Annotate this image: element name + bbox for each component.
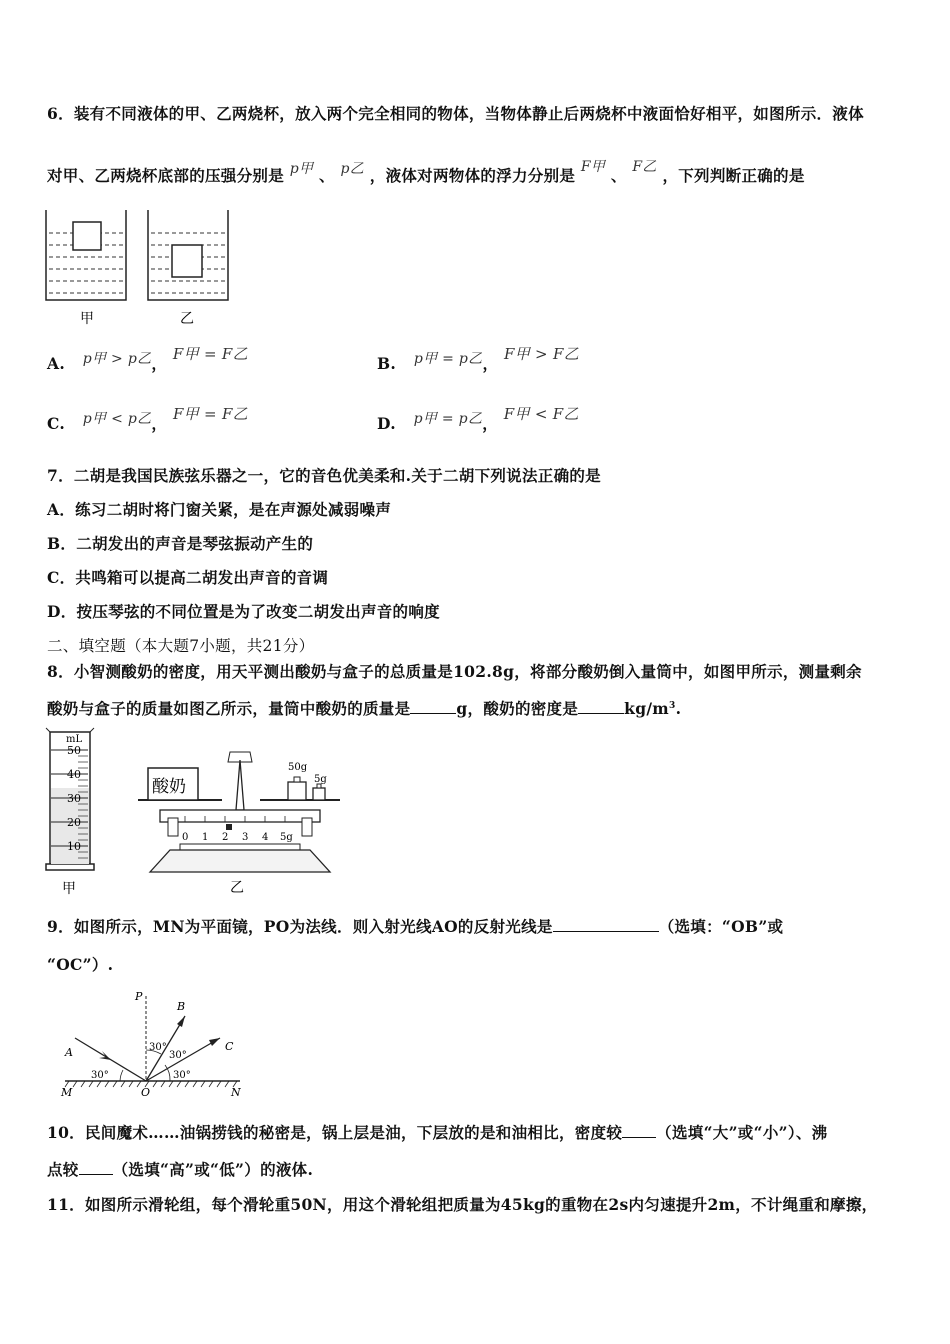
q6-option-a (47, 345, 248, 374)
q9-line2: “OC”）. (47, 955, 114, 974)
mirror-reflection-figure (55, 988, 255, 1103)
q11-line1: 11．如图所示滑轮组，每个滑轮重50N，用这个滑轮组把质量为45kg的重物在2s内匀速提升2m，不计绳重和摩擦， (47, 1195, 878, 1214)
beaker-jia (46, 210, 126, 300)
cylinder-tick-label: 20 (67, 816, 81, 829)
beakers-figure (40, 205, 240, 330)
superscript: 3 (669, 700, 676, 711)
q7-option-b: B．二胡发出的声音是琴弦振动产生的 (47, 534, 314, 553)
fig-label-jia: 甲 (62, 881, 76, 897)
label-m: M (61, 1086, 73, 1099)
q8-text-b: g，酸奶的密度是 (456, 699, 579, 718)
option-pressure: p甲 < p乙 (82, 411, 152, 427)
option-pressure: p甲 = p乙 (413, 411, 483, 427)
yogurt-box-label: 酸奶 (152, 777, 186, 797)
comma: ， (151, 354, 168, 373)
graduated-cylinder-figure (40, 726, 110, 898)
scale-tick-label: 5g (280, 832, 293, 843)
option-letter: D. (377, 414, 396, 433)
q6-option-c (47, 405, 248, 434)
comma: ， (482, 354, 499, 373)
answer-blank[interactable] (553, 917, 659, 932)
option-pressure: p甲 > p乙 (82, 351, 152, 367)
label-c: C (225, 1040, 234, 1053)
fig-label-jia: 甲 (80, 311, 94, 327)
separator: 、 (318, 166, 335, 185)
comma: ， (151, 414, 168, 433)
q10-line1 (47, 1121, 828, 1143)
q8-line2 (47, 697, 681, 719)
scale-tick-label: 1 (202, 832, 209, 843)
label-p: P (135, 990, 143, 1003)
q7-option-d: D．按压琴弦的不同位置是为了改变二胡发出声音的响度 (47, 602, 440, 621)
answer-blank[interactable] (410, 699, 456, 714)
q7-stem: 7．二胡是我国民族弦乐器之一，它的音色优美柔和.关于二胡下列说法正确的是 (47, 466, 601, 485)
angle-label: 30° (91, 1070, 109, 1081)
scale-tick-label: 4 (262, 832, 269, 843)
q10-text-c: 点较 (47, 1160, 79, 1179)
option-force: F甲 > F乙 (503, 345, 580, 363)
cylinder-tick-label: 40 (67, 768, 81, 781)
q7-option-c: C．共鸣箱可以提高二胡发出声音的音调 (47, 568, 329, 587)
scale-tick-label: 2 (222, 832, 229, 843)
q9-line1 (47, 915, 783, 937)
q10-text-b: （选填“大”或“小”）、沸 (656, 1123, 828, 1142)
q6-line2-text-b: ，液体对两物体的浮力分别是 (369, 166, 576, 185)
fig-label-yi: 乙 (230, 880, 244, 896)
q7-option-a: A．练习二胡时将门窗关紧，是在声源处减弱噪声 (47, 500, 392, 519)
balance-pointer (236, 760, 244, 810)
option-pressure: p甲 = p乙 (413, 351, 483, 367)
option-force: F甲 = F乙 (172, 345, 248, 363)
scale-tick-label: 0 (182, 832, 189, 843)
q8-text-d: . (675, 699, 682, 718)
beaker-yi (148, 210, 228, 300)
weight-label: 5g (314, 774, 327, 785)
weight-50g (288, 782, 306, 800)
option-letter: C. (47, 414, 66, 433)
weight-5g (313, 788, 325, 800)
q10-text-d: （选填“高”或“低”）的液体. (112, 1160, 314, 1179)
q6-option-b (377, 345, 580, 374)
option-letter: B. (377, 354, 397, 373)
section-heading: 二、填空题（本大题7小题，共21分） (47, 637, 315, 655)
q8-text-a: 酸奶与盒子的质量如图乙所示，量筒中酸奶的质量是 (47, 699, 411, 718)
q9-text-b: （选填：“OB”或 (658, 917, 784, 936)
q6-line2-text-c: ，下列判断正确的是 (662, 166, 805, 185)
balance-figure (130, 748, 355, 898)
object-block (73, 222, 101, 250)
q9-text-a: 9．如图所示，MN为平面镜，PO为法线．则入射光线AO的反射光线是 (47, 917, 553, 936)
cylinder-tick-label: 30 (67, 792, 81, 805)
q6-line2-text-a: 对甲、乙两烧杯底部的压强分别是 (47, 166, 285, 185)
weight-label: 50g (288, 762, 308, 773)
label-b: B (177, 1000, 186, 1013)
balance-beam (160, 810, 320, 822)
angle-label: 30° (169, 1050, 187, 1061)
label-o: O (141, 1086, 151, 1099)
q6-line1: 6．装有不同液体的甲、乙两烧杯，放入两个完全相同的物体，当物体静止后两烧杯中液面恰好相平，如图所示．液体 (47, 104, 864, 123)
option-force: F甲 = F乙 (172, 405, 248, 423)
option-letter: A. (47, 354, 66, 373)
q10-text-a: 10．民间魔术……油锅捞钱的秘密是，锅上层是油，下层放的是和油相比，密度较 (47, 1123, 623, 1142)
q6-option-d (377, 405, 579, 434)
q6-line2 (47, 159, 805, 186)
q8-line1: 8．小智测酸奶的密度，用天平测出酸奶与盒子的总质量是102.8g，将部分酸奶倒入量筒中，如图甲所示，测量剩余 (47, 662, 862, 681)
balance-base (150, 850, 330, 872)
option-force: F甲 < F乙 (503, 405, 579, 423)
cylinder-tick-label: 50 (67, 744, 81, 757)
symbol-p-jia: p甲 (289, 161, 314, 177)
fig-label-yi: 乙 (180, 311, 194, 327)
rider[interactable] (226, 824, 232, 830)
separator: 、 (610, 166, 627, 185)
label-a: A (65, 1046, 73, 1059)
cylinder-unit: mL (66, 734, 83, 745)
symbol-f-jia: F甲 (580, 159, 606, 175)
label-n: N (231, 1086, 241, 1099)
symbol-f-yi: F乙 (632, 159, 657, 175)
answer-blank[interactable] (79, 1160, 113, 1175)
symbol-p-yi: p乙 (340, 161, 365, 177)
answer-blank[interactable] (578, 699, 624, 714)
q8-text-c: kg/m (624, 699, 669, 718)
comma: ， (482, 414, 499, 433)
angle-label: 30° (173, 1070, 191, 1081)
object-block (172, 245, 202, 277)
cylinder-tick-label: 10 (67, 840, 81, 853)
q10-line2 (47, 1158, 313, 1180)
scale-tick-label: 3 (242, 832, 249, 843)
answer-blank[interactable] (622, 1123, 656, 1138)
angle-label: 30° (149, 1042, 167, 1053)
